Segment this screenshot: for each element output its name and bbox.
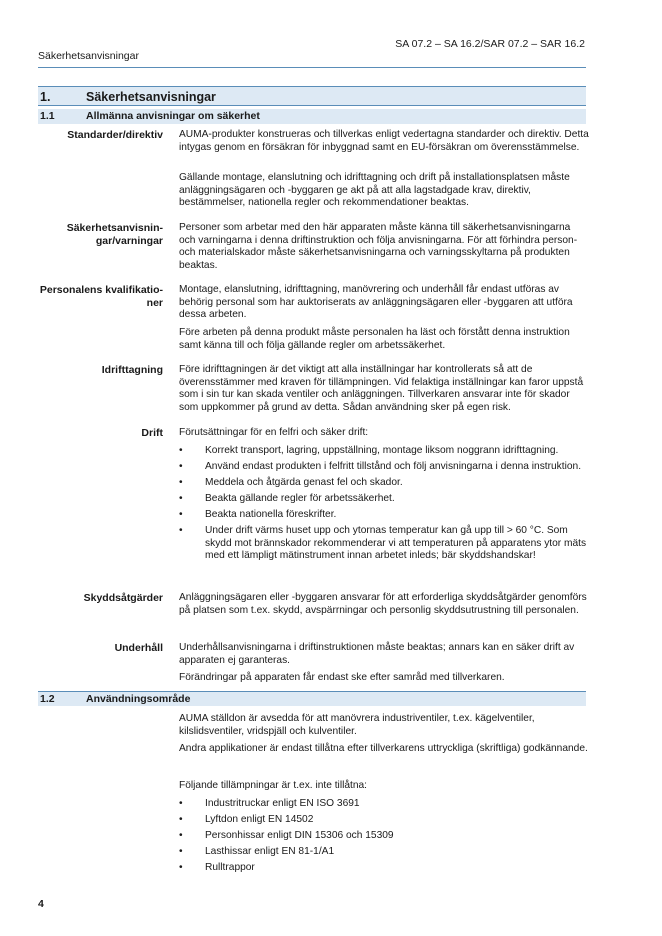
label-maintenance: Underhåll [114, 642, 163, 654]
list-item: • Använd endast produkten i felfritt tillstånd och följ anvisningarna i denna instruktion. [179, 461, 589, 474]
header-product-title: SA 07.2 – SA 16.2/SAR 07.2 – SAR 16.2 [395, 38, 585, 50]
not-permitted-list [179, 798, 589, 878]
section-heading-1-2 [38, 691, 586, 706]
label-line-1: Säkerhetsanvisnin- [66, 222, 163, 234]
list-item: • Lyftdon enligt EN 14502 [179, 814, 589, 827]
list-item: • Meddela och åtgärda genast fel och skador. [179, 477, 589, 490]
chapter-title: Säkerhetsanvisningar [86, 90, 216, 104]
list-item: • Under drift värms huset upp och ytornas temperatur kan gå upp till > 60 °C. Som skydd mot brännskador rekommenderar vi att temperaturen på apparatens ytor mäts med ett lämpligt mätinstrument innan arbetet inleds; bär skyddshandskar! [179, 525, 589, 563]
label-protective-measures: Skyddsåtgärder [83, 592, 163, 604]
label-line-1: Personalens kvalifikatio- [39, 284, 163, 296]
header-divider [38, 67, 586, 68]
application-paragraph-1: AUMA ställdon är avsedda för att manövrera industriventiler, t.ex. kägelventiler, kilslidsventiler, vridspjäll och kulventiler. [179, 713, 535, 737]
section-title: Användningsområde [86, 693, 191, 705]
section-heading-1-1 [38, 109, 586, 124]
list-item: • Beakta nationella föreskrifter. [179, 509, 589, 522]
label-commissioning: Idrifttagning [101, 364, 163, 376]
header-section-title: Säkerhetsanvisningar [38, 50, 139, 62]
commissioning-paragraph: Före idrifttagningen är det viktigt att alla inställningar har kontrollerats så att de överensstämmer med kraven för tillämpningen. Vid felaktiga inställningar kan faror uppstå som i sin tur kan skada ventiler och anläggningen. Tillverkaren ansvarar inte för skador som uppkommer på grund av detta. Sådan användning sker på egen risk. [179, 364, 584, 413]
label-operation: Drift [141, 427, 163, 439]
standards-paragraph-2: Gällande montage, elanslutning och idrifttagning och drift på installationsplatsen måste anläggningsägaren och -byggaren ge akt på att alla lagstadgade krav, direktiv, bestämmelser, nationella regler och rekommendationer beaktas. [179, 172, 570, 208]
section-title: Allmänna anvisningar om säkerhet [86, 110, 260, 122]
label-safety-instructions [67, 222, 163, 248]
list-item: • Rulltrappor [179, 862, 589, 875]
application-paragraph-2: Andra applikationer är endast tillåtna efter tillverkarens uttryckliga (skriftliga) godkännande. [179, 743, 588, 754]
maintenance-paragraph-2: Förändringar på apparaten får endast ske efter samråd med tillverkaren. [179, 672, 505, 683]
section-number: 1.2 [40, 693, 55, 705]
list-item: • Lasthissar enligt EN 81-1/A1 [179, 846, 589, 859]
qualification-paragraph-1: Montage, elanslutning, idrifttagning, manövrering och underhåll får endast utföras av behörig personal som har auktoriserats av anläggningsägaren eller -byggaren att utföra dessa arbeten. [179, 284, 573, 320]
list-item: • Beakta gällande regler för arbetssäkerhet. [179, 493, 589, 506]
label-line-2: ner [146, 297, 163, 309]
chapter-number: 1. [40, 90, 51, 104]
label-staff-qualification [40, 284, 163, 310]
application-paragraph-3: Följande tillämpningar är t.ex. inte tillåtna: [179, 780, 368, 791]
operation-intro: Förutsättningar för en felfri och säker drift: [179, 427, 369, 438]
maintenance-paragraph-1: Underhållsanvisningarna i driftinstruktionen måste beaktas; annars kan en säker drift av apparaten ej garanteras. [179, 642, 575, 666]
operation-list [179, 445, 589, 566]
qualification-paragraph-2: Före arbeten på denna produkt måste personalen ha läst och förstått denna instruktion samt känna till och följa gällande regler om arbetssäkerhet. [179, 327, 570, 351]
page-number: 4 [38, 898, 44, 910]
section-number: 1.1 [40, 110, 55, 122]
list-item: • Personhissar enligt DIN 15306 och 15309 [179, 830, 589, 843]
chapter-heading [38, 86, 586, 106]
list-item: • Korrekt transport, lagring, uppställning, montage liksom noggrann idrifttagning. [179, 445, 589, 458]
list-item: • Industritruckar enligt EN ISO 3691 [179, 798, 589, 811]
standards-paragraph-1: AUMA-produkter konstrueras och tillverkas enligt vedertagna standarder och direktiv. Detta intygas genom en försäkran för inbyggnad samt en EU-försäkran om överensstämmelse. [179, 129, 589, 153]
label-line-2: gar/varningar [95, 235, 163, 247]
safety-paragraph: Personer som arbetar med den här apparaten måste känna till säkerhetsanvisningarna och varningarna i denna driftinstruktion och följa anvisningarna. För att förhindra person- och materialskador måste säkerhetsanvisningarna och varningsskyltarna på produkten beaktas. [179, 222, 578, 271]
protection-paragraph: Anläggningsägaren eller -byggaren ansvarar för att erforderliga skyddsåtgärder genomförs på platsen som t.ex. skydd, avspärrningar och personlig skyddsutrustning till personalen. [179, 592, 587, 616]
label-standards: Standarder/direktiv [67, 129, 163, 141]
